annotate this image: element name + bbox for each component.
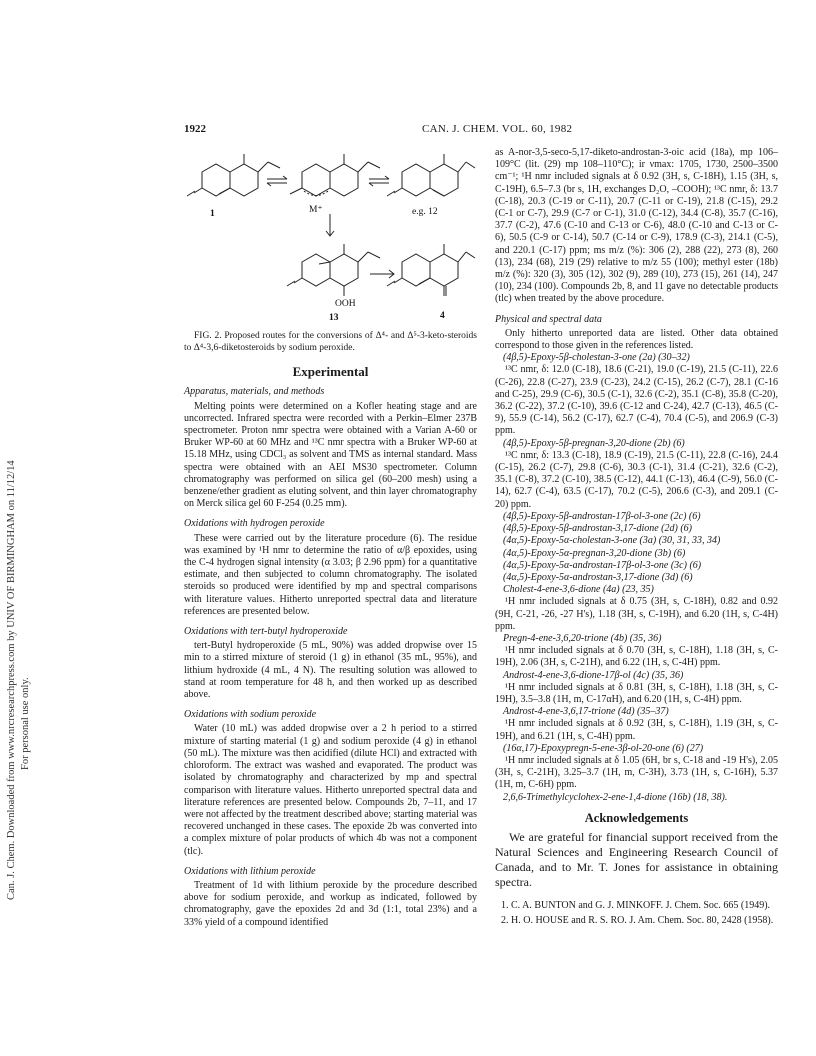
structure-4 xyxy=(387,244,475,296)
compound-2b-data: ¹³C nmr, δ: 13.3 (C-18), 18.9 (C-19), 21.5 (C-11), 22.8 (C-16), 24.4 (C-15), 26.2 (C-7), 29.8 (C-6), 30.3 (C-1), 31.4 (C-21), 32.6 (C-2), 35.1 (C-8), 37.2 (C-10), 38.5 (C-12), 44.1 (C-13), 46.4 (C-9), 56.0 (C-14), 62.7 (C-4), 63.5 (C-17), 70.2 (C-5), 206.6 (C-3), and 209.1 (C-20) ppm. xyxy=(495,449,778,510)
label-compound-13: 13 xyxy=(329,313,339,323)
compound-4d-name: Androst-4-ene-3,6,17-trione (4d) (35–37) xyxy=(503,706,669,718)
compound-3d-name: (4α,5)-Epoxy-5α-androstan-3,17-dione (3d) (6) xyxy=(503,571,693,583)
section-sodium-peroxide-title: Oxidations with sodium peroxide xyxy=(184,709,317,721)
continuation-text: as A-nor-3,5-seco-5,17-diketo-androstan-3-oic acid (18a), mp 106–109°C (lit. (29) mp 108–110°C); ir νmax: 1705, 1730, 2500–3500 cm⁻¹; ¹H nmr included signals at δ 0.92 (3H, s, C-18H), 1.15 (3H, s, C-19H), 6.5–7.3 (br s, 1H, exchanges D₂O, –COOH); ¹³C nmr, δ: 13.7 (C-18), 20.3 (C-19 or C-11), 20.7 (C-11 or C-19), 21.8 (C-15), 29.2 (C-1 or C-7), 29.9 (C-7 or C-1), 31.0 (C-12), 34.4 (C-8), 35.7 (C-16), 37.7 (C-2), 47.6 (C-10 and C-13 or C-6), 48.0 (C-10 and C-13 or C-6), 50.5 (C-9 or C-14), 50.7 (C-14 or C-9), 178.9 (C-3), 214.1 (C-5), and 220.1 (C-17) ppm; ms m/z (%): 306 (2), 288 (22), 273 (8), 260 (13), 234 (68), 219 (29) relative to m/z 55 (100); methyl ester (18b) m/z (%): 320 (3), 305 (12), 302 (9), 289 (10), 273 (15), 261 (14), 247 (10), 234 (100). Compounds 2b, 8, and 11 gave no detectable products (tlc) when treated by the above procedure. xyxy=(495,147,778,305)
acknowledgements-heading: Acknowledgements xyxy=(584,810,689,825)
compound-4a-data: ¹H nmr included signals at δ 0.75 (3H, s, C-18H), 0.82 and 0.92 (9H, C-21, -26, -27 H's), 1.18 (3H, s, C-19H), and 6.20 (1H, s, C-4H) ppm. xyxy=(495,596,778,632)
equilibrium-arrow-1 xyxy=(267,176,287,186)
compound-2d-name: (4β,5)-Epoxy-5β-androstan-3,17-dione (2d) (6) xyxy=(503,523,692,535)
section-hydrogen-peroxide-text: These were carried out by the literature procedure (6). The residue was examined by ¹H nmr to determine the ratio of α/β epoxides, using the C-4 hydrogen signal intensity (α 3.03; β 2.96 ppm) for a quantitative estimate, and then subjected to column chromatography. The isolated steroids so produced were identified by mp and spectral comparisons with literature values. Hitherto unreported spectral data and literature references are presented below. xyxy=(184,532,477,617)
experimental-heading: Experimental xyxy=(292,364,369,380)
structure-12 xyxy=(387,154,475,196)
section-lithium-peroxide-text: Treatment of 1d with lithium peroxide by the procedure described above for sodium peroxide, and workup as indicated, followed by chromatography, gave the epoxides 2d and 3d (1:1, total 23%) and a 33% yield of a compound identified xyxy=(184,879,477,928)
section-sodium-peroxide-text: Water (10 mL) was added dropwise over a 2 h period to a stirred mixture of starting material (1 g) and sodium peroxide (4 g) in ethanol (50 mL). The mixture was then acidified (dilute HCl) and extracted with chloroform. The extract was washed and evaporated. The product was isolated by chromatography and characterized by mp and spectral comparison with literature values. Hitherto unreported spectral data and literature references are presented below. Compounds 2b, 7–11, and 17 were not affected by the treatment described above; starting material was recovered unchanged in these cases. The epoxide 2b was converted into a complex mixture of polar products of which 4b was not a component (tlc). xyxy=(184,723,477,857)
equilibrium-arrow-2 xyxy=(369,176,389,186)
compound-4c-data: ¹H nmr included signals at δ 0.81 (3H, s, C-18H), 1.18 (3H, s, C-19H), 3.5–3.8 (1H, m, C-17αH), and 6.20 (1H, s, C-4H) ppm. xyxy=(495,681,778,705)
compound-4c-name: Androst-4-ene-3,6-dione-17β-ol (4c) (35, 36) xyxy=(503,669,684,681)
physical-data-title: Physical and spectral data xyxy=(495,313,602,325)
label-ooh: OOH xyxy=(335,299,356,309)
reference-item: 2. H. O. HOUSE and R. S. RO. J. Am. Chem. Soc. 80, 2428 (1958). xyxy=(511,915,778,928)
section-tbhp-title: Oxidations with tert-butyl hydroperoxide xyxy=(184,626,348,638)
section-lithium-peroxide-title: Oxidations with lithium peroxide xyxy=(184,865,316,877)
reference-item: 1. C. A. BUNTON and G. J. MINKOFF. J. Chem. Soc. 665 (1949). xyxy=(511,900,778,913)
left-column xyxy=(184,150,477,929)
download-watermark xyxy=(2,130,50,910)
journal-citation: CAN. J. CHEM. VOL. 60, 1982 xyxy=(422,123,573,135)
label-enolate: M⁺ xyxy=(309,205,323,215)
acknowledgements-text: We are grateful for financial support received from the Natural Sciences and Engineering Research Council of Canada, and to Mr. T. Jones for assistance in obtaining spectra. xyxy=(495,829,778,889)
reaction-scheme-figure xyxy=(184,150,477,325)
references-list xyxy=(495,900,778,928)
physical-data-intro: Only hitherto unreported data are listed. Other data obtained correspond to those given in the references listed. xyxy=(495,327,778,352)
label-compound-1: 1 xyxy=(210,209,215,219)
compound-2a-name: (4β,5)-Epoxy-5β-cholestan-3-one (2a) (30–32) xyxy=(503,352,690,364)
compound-2b-name: (4β,5)-Epoxy-5β-pregnan-3,20-dione (2b) (6) xyxy=(503,437,685,449)
section-apparatus-title: Apparatus, materials, and methods xyxy=(184,386,325,398)
compound-4b-data: ¹H nmr included signals at δ 0.70 (3H, s, C-18H), 1.18 (3H, s, C-19H), 2.06 (3H, s, C-21H), and 6.22 (1H, s, C-4H) ppm. xyxy=(495,645,778,669)
compound-6-data: ¹H nmr included signals at δ 1.05 (6H, br s, C-18 and -19 H's), 2.05 (3H, s, C-21H), 3.25–3.7 (1H, m, C-3H), 3.73 (1H, s, C-16H), 5.37 (1H, m, C-6H) ppm. xyxy=(495,754,778,791)
page-number: 1922 xyxy=(184,123,206,135)
compound-4d-data: ¹H nmr included signals at δ 0.92 (3H, s, C-18H), 1.19 (3H, s, C-19H), and 6.21 (1H, s, C-4H) ppm. xyxy=(495,718,778,742)
compound-16b-name: 2,6,6-Trimethylcyclohex-2-ene-1,4-dione (16b) (18, 38). xyxy=(503,791,728,803)
compound-3c-name: (4α,5)-Epoxy-5α-androstan-17β-ol-3-one (3c) (6) xyxy=(503,559,702,571)
compound-2c-name: (4β,5)-Epoxy-5β-androstan-17β-ol-3-one (2c) (6) xyxy=(503,510,701,522)
figure-caption: FIG. 2. Proposed routes for the conversions of Δ⁴- and Δ⁵-3-keto-steroids to Δ⁴-3,6-diketosteroids by sodium peroxide. xyxy=(184,331,477,353)
compound-6-name: (16α,17)-Epoxypregn-5-ene-3β-ol-20-one (6) (27) xyxy=(503,742,704,754)
compound-3a-name: (4α,5)-Epoxy-5α-cholestan-3-one (3a) (30, 31, 33, 34) xyxy=(503,535,721,547)
watermark-line-2: For personal use only. xyxy=(20,677,31,770)
structure-13 xyxy=(287,244,380,296)
watermark-line-1: Can. J. Chem. Downloaded from www.nrcresearchpress.com by UNIV OF BIRMINGHAM on 11/12/14 xyxy=(6,460,17,900)
compound-3b-name: (4α,5)-Epoxy-5α-pregnan-3,20-dione (3b) (6) xyxy=(503,547,686,559)
running-header xyxy=(184,123,776,139)
forward-arrow xyxy=(370,270,394,278)
section-tbhp-text: tert-Butyl hydroperoxide (5 mL, 90%) was added dropwise over 15 min to a stirred mixture of steroid (1 g) in ethanol (35 mL, 95%), and lithium hydroxide (4 mL, 4 N). The resulting solution was allowed to stand at room temperature for 48 h, and then worked up as described above. xyxy=(184,640,477,701)
down-arrow xyxy=(326,214,334,236)
compound-4a-name: Cholest-4-ene-3,6-dione (4a) (23, 35) xyxy=(503,584,654,596)
label-compound-4: 4 xyxy=(440,311,445,321)
section-apparatus-text: Melting points were determined on a Kofler heating stage and are uncorrected. Infrared spectra were recorded with a Perkin–Elmer 237B spectrometer. Proton nmr spectra were obtained with a Varian A-60 or Bruker WP-60 at 60 MHz and ¹³C nmr spectra with a Bruker WP-60 at 15.18 MHz, using CDCl₃ as solvent and TMS as internal standard. Mass spectra were obtained with an AEI MS30 spectrometer. Column chromatography was performed on silica gel (60–200 mesh) using a benzene/ether gradient as eluting solvent, and thin layer chromatography on Merck silica gel 60 F-254 (0.25 mm). xyxy=(184,400,477,510)
compound-4b-name: Pregn-4-ene-3,6,20-trione (4b) (35, 36) xyxy=(503,632,662,644)
right-column xyxy=(495,147,778,931)
section-hydrogen-peroxide-title: Oxidations with hydrogen peroxide xyxy=(184,518,325,530)
label-compound-12: e.g. 12 xyxy=(412,207,438,217)
structure-1 xyxy=(187,154,280,196)
structure-enolate xyxy=(290,154,380,196)
compound-2a-data: ¹³C nmr, δ: 12.0 (C-18), 18.6 (C-21), 19.0 (C-19), 21.5 (C-11), 22.6 (C-26), 22.8 (C-27), 23.9 (C-23), 24.2 (C-15), 26.2 (C-7), 28.1 (C-16 and C-25), 29.9 (C-6), 30.5 (C-1), 32.6 (C-2), 35.1 (C-8), 35.8 (C-20), 36.2 (C-22), 37.2 (C-10), 39.6 (C-12 and C-24), 42.7 (C-13), 46.5 (C-9), 55.9 (C-14), 56.2 (C-17), 62.7 (C-4), 70.4 (C-5), and 206.9 (C-3) ppm. xyxy=(495,364,778,437)
